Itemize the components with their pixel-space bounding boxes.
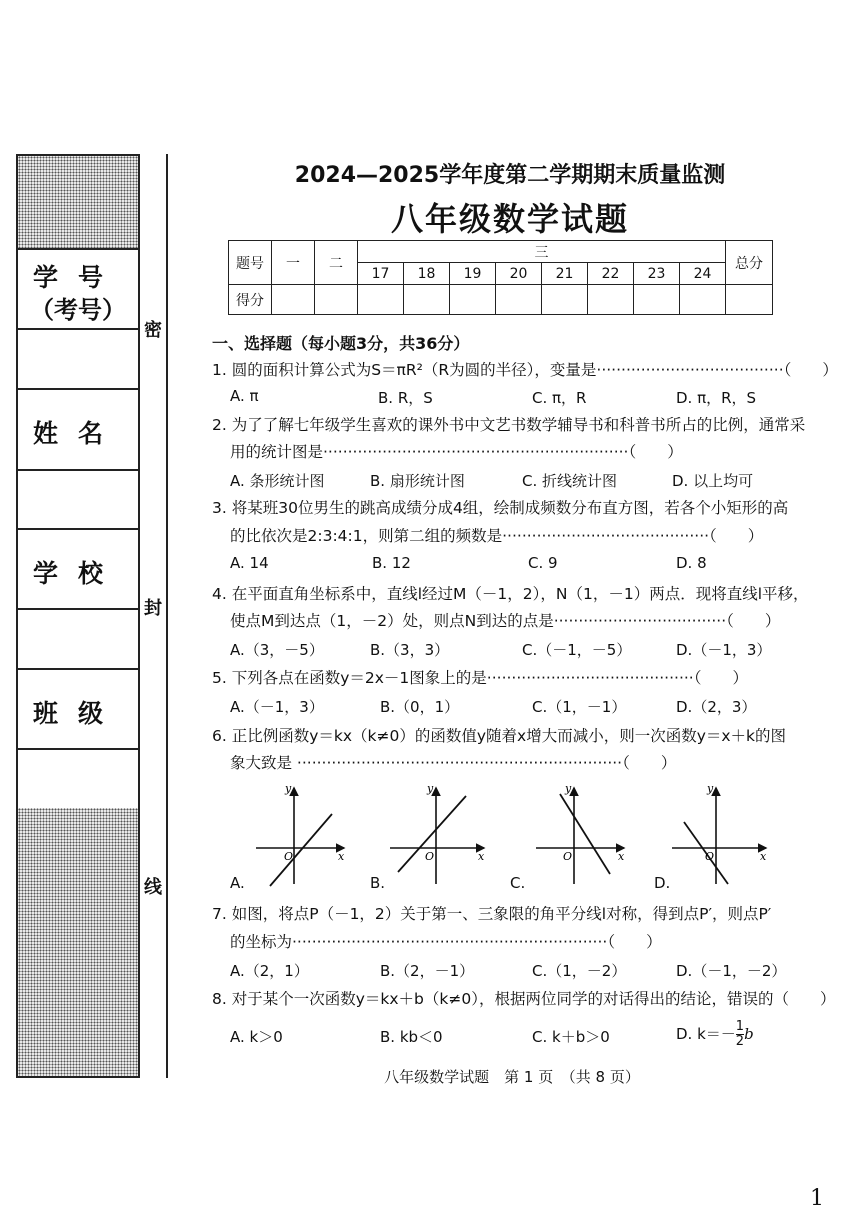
sub-col: 23: [634, 263, 680, 285]
option-1d: D. π，R，S: [676, 389, 757, 407]
graph-d: [672, 782, 767, 884]
option-2c: C. 折线统计图: [522, 472, 618, 490]
option-5a: A.（－1，3）: [230, 698, 324, 716]
sub-col: 18: [404, 263, 450, 285]
svg-text:y: y: [565, 782, 572, 795]
svg-text:x: x: [760, 850, 767, 863]
question-1: 1. 圆的面积计算公式为S＝πR²（R为圆的半径），变量是······································（ ）: [212, 361, 838, 379]
sub-col: 17: [358, 263, 404, 285]
graph-b: [390, 782, 485, 884]
question-2-line1: 2. 为了了解七年级学生喜欢的课外书中文艺书数学辅导书和科普书所占的比例，通常采: [212, 416, 806, 434]
option-3d: D. 8: [676, 554, 707, 572]
question-8: 8. 对于某个一次函数y＝kx＋b（k≠0），根据两位同学的对话得出的结论，错误的（ ）: [212, 990, 836, 1008]
seal-word-mi: 密: [144, 320, 162, 341]
option-3b: B. 12: [372, 554, 411, 572]
binding-strip: [16, 154, 140, 1078]
score-cell[interactable]: [404, 285, 450, 315]
option-4c: C.（－1，－5）: [522, 641, 632, 659]
option-7a: A.（2，1）: [230, 962, 309, 980]
dotted-pattern-top: [18, 156, 138, 248]
question-4-line1: 4. 在平面直角坐标系中，直线l经过M（－1，2），N（1，－1）两点．现将直线l平移，: [212, 585, 809, 603]
graph-c: [536, 782, 625, 884]
option-6a: A.: [230, 874, 245, 892]
x-axis-label: x: [338, 850, 345, 863]
option-6d: D.: [654, 874, 671, 892]
sub-col: 21: [542, 263, 588, 285]
section-heading: 一、选择题（每小题3分，共36分）: [212, 334, 470, 353]
option-1b: B. R，S: [378, 389, 433, 407]
question-7-line2: 的坐标为································································（ ）: [230, 933, 662, 951]
col-total: 总分: [726, 241, 773, 285]
score-cell[interactable]: [588, 285, 634, 315]
option-7b: B.（2，－1）: [380, 962, 475, 980]
seal-word-feng: 封: [144, 598, 162, 619]
svg-text:y: y: [427, 782, 434, 795]
sub-col: 22: [588, 263, 634, 285]
sub-col: 19: [450, 263, 496, 285]
fraction: $\frac{1}{2}$: [735, 1019, 745, 1049]
option-4a: A.（3，－5）: [230, 641, 324, 659]
score-cell[interactable]: [272, 285, 315, 315]
score-cell[interactable]: [496, 285, 542, 315]
student-id-label: 学号: [32, 263, 123, 292]
option-1a: A. π: [230, 387, 259, 405]
question-7-line1: 7. 如图，将点P（－1，2）关于第一、三象限的角平分线l对称，得到点P′，则点P′: [212, 905, 772, 923]
svg-text:O: O: [563, 850, 573, 863]
score-cell[interactable]: [450, 285, 496, 315]
option-2a: A. 条形统计图: [230, 472, 325, 490]
score-label: 得分: [229, 285, 272, 315]
option-3a: A. 14: [230, 554, 269, 572]
subject-title: 八年级数学试题: [390, 200, 629, 238]
option-8c: C. k＋b＞0: [532, 1028, 610, 1046]
question-4-line2: 使点M到达点（1，－2）处，则点N到达的点是···································（ ）: [230, 612, 781, 630]
option-5d: D.（2，3）: [676, 698, 757, 716]
exam-id-label: （考号）: [30, 295, 126, 324]
score-cell[interactable]: [358, 285, 404, 315]
option-6b: B.: [370, 874, 386, 892]
exam-title: 2024—2025学年度第二学期期末质量监测: [294, 163, 726, 188]
option-4d: D.（－1，3）: [676, 641, 772, 659]
class-label: 班级: [32, 699, 123, 728]
score-cell[interactable]: [542, 285, 588, 315]
binding-line: [166, 154, 168, 1078]
svg-text:O: O: [425, 850, 435, 863]
question-3-line1: 3. 将某班30位男生的跳高成绩分成4组，绘制成频数分布直方图，若各个小矩形的高: [212, 499, 789, 517]
option-7c: C.（1，－2）: [532, 962, 627, 980]
option-8d: D. k＝－ $\frac{1}{2}$ b: [676, 1019, 754, 1049]
origin-label: O: [284, 850, 294, 863]
score-cell[interactable]: [315, 285, 358, 315]
option-8d-prefix: D. k＝－: [676, 1025, 736, 1043]
svg-text:x: x: [478, 850, 485, 863]
option-1c: C. π，R: [532, 389, 587, 407]
col-one: 一: [272, 241, 315, 285]
option-6c: C.: [510, 874, 526, 892]
question-6-line1: 6. 正比例函数y＝kx（k≠0）的函数值y随着x增大而减小，则一次函数y＝x＋k的图: [212, 727, 787, 745]
option-2d: D. 以上均可: [672, 472, 754, 490]
score-cell[interactable]: [726, 285, 773, 315]
graph-a: [256, 782, 345, 886]
svg-text:y: y: [707, 782, 714, 795]
score-cell[interactable]: [680, 285, 726, 315]
question-6-line2: 象大致是 ··································································（ ）: [230, 754, 677, 772]
page-number: 1: [810, 1186, 824, 1211]
score-table: [228, 240, 773, 315]
seal-word-xian: 线: [144, 877, 162, 898]
sub-col: 24: [680, 263, 726, 285]
name-label: 姓名: [32, 419, 123, 448]
score-cell[interactable]: [634, 285, 680, 315]
question-2-line2: 用的统计图是······························································（ ）: [230, 443, 683, 461]
dotted-pattern-bottom: [18, 808, 138, 1076]
option-5c: C.（1，－1）: [532, 698, 627, 716]
item-label: 题号: [229, 241, 272, 285]
option-8b: B. kb＜0: [380, 1028, 443, 1046]
col-three: 三: [358, 241, 726, 263]
option-5b: B.（0，1）: [380, 698, 460, 716]
question-3-line2: 的比依次是2:3:4:1，则第二组的频数是··········································（ ）: [230, 527, 764, 545]
page-footer: 八年级数学试题 第 1 页 （共 8 页）: [384, 1068, 640, 1086]
option-8a: A. k＞0: [230, 1028, 283, 1046]
col-two: 二: [315, 241, 358, 285]
school-label: 学校: [32, 559, 123, 588]
y-axis-label: y: [285, 782, 292, 795]
option-3c: C. 9: [528, 554, 558, 572]
option-4b: B.（3，3）: [370, 641, 450, 659]
option-7d: D.（－1，－2）: [676, 962, 787, 980]
option-2b: B. 扇形统计图: [370, 472, 465, 490]
sub-col: 20: [496, 263, 542, 285]
svg-text:x: x: [618, 850, 625, 863]
question-5: 5. 下列各点在函数y＝2x－1图象上的是··········································（ ）: [212, 669, 748, 687]
svg-text:O: O: [705, 850, 715, 863]
